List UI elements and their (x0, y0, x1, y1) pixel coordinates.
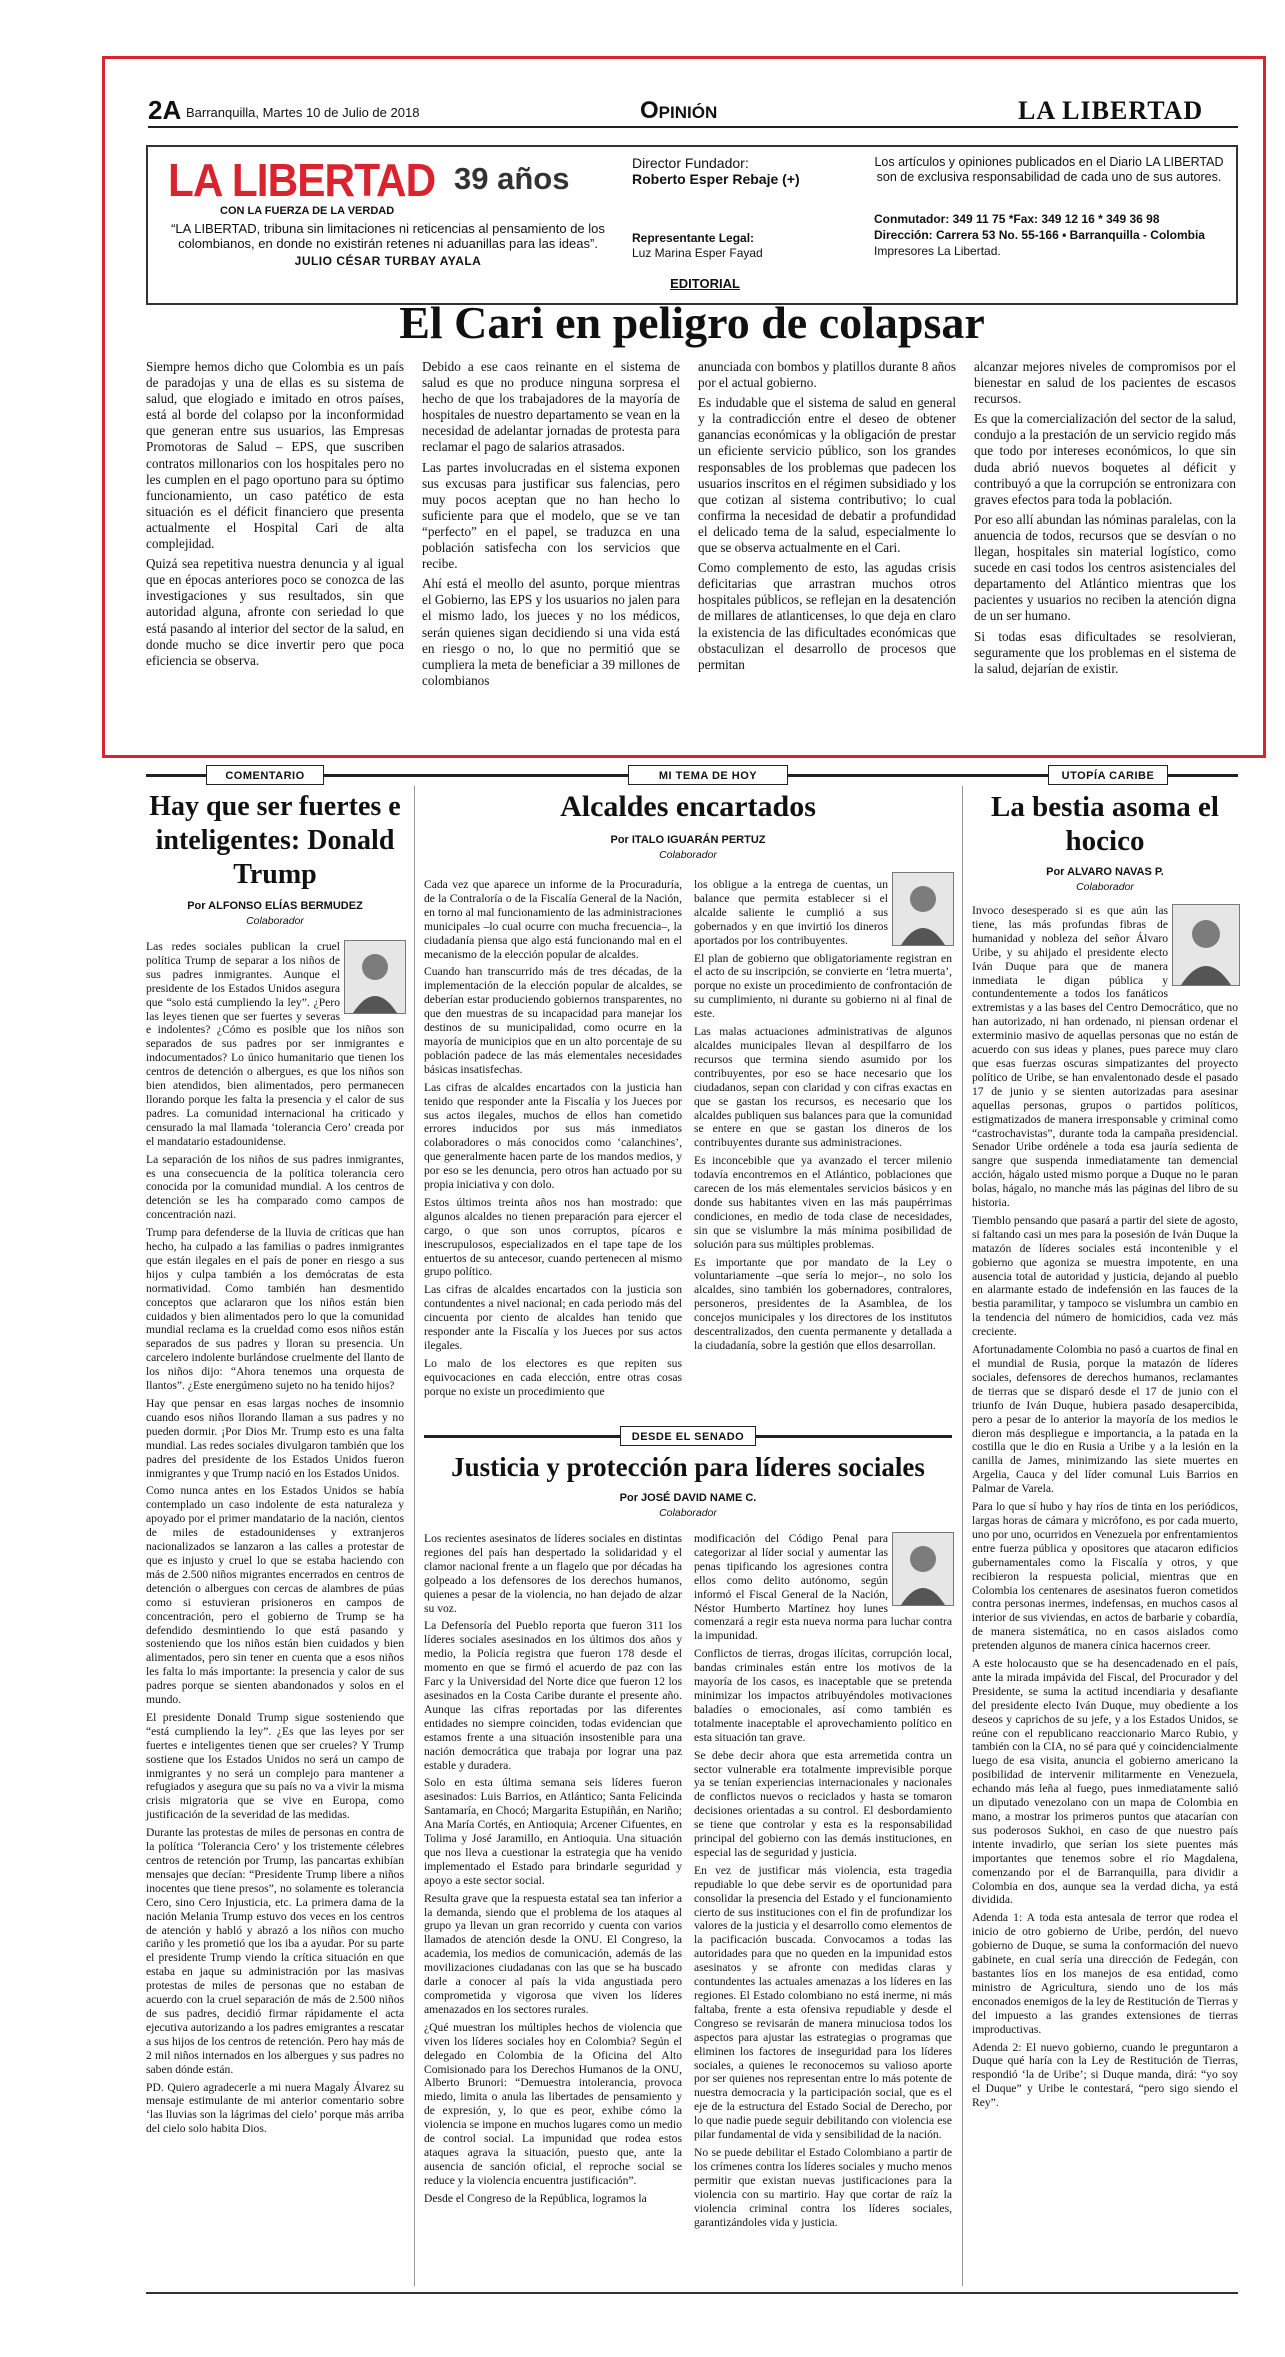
senado-paragraph: Se debe decir ahora que esta arremetida contra un sector vulnerable era totalmente imprevisible porque ya se tenían experiencias internacionales y nacionales de conflictos nuevos o reciclados y hasta se tomaron decisiones orientadas a su control. El desbordamiento se tiene que controlar y esta es la responsabilidad principal del gobierno con las demás instituciones, en especial las de seguridad y justicia. (694, 1748, 952, 1859)
masthead-quote: “LA LIBERTAD, tribuna sin limitaciones ni reticencias al pensamiento de los colombianos, en donde no existirán retenes ni aduanillas para las ideas”. (171, 221, 605, 251)
senado-paragraph: Los recientes asesinatos de líderes sociales en distintas regiones del país han despertado la solidaridad y el clamor nacional frente a un flagelo que por décadas ha golpeado a los defensores de los derechos humanos, quienes a pesar de la violencia, no han dejado de alzar su voz. (424, 1532, 682, 1615)
editorial-title: El Cari en peligro de colapsar (399, 297, 985, 348)
editorial-paragraph: Quizá sea repetitiva nuestra denuncia y al igual que en épocas anteriores poco se conozca de las investigaciones y sus resultados, sin que autoridad alguna, afronte con seriedad lo que está pasando al interior del sector de la salud, en donde mucho se dice invertir pero que poca eficiencia se observa. (146, 556, 404, 668)
bestia-role: Colaborador (1076, 881, 1134, 893)
bestia-paragraph: Invoco desesperado si es que aún las tiene, las más profundas fibras de humanidad y nobleza del señor Álvaro Uribe, y su ahijado el presidente electo Iván Duque para que de manera inmediata le digan pública y contundentemente a todos los fanáticos extremistas y a las bases del Centro Democrático, que no han autorizado, ni han ordenado, ni piensan ordenar el exterminio masivo de aquellas personas que no están de acuerdo con sus ideas y planes, pues parece muy claro que esas fuerzas oscuras simpatizantes del proyecto político de Uribe, se han envalentonado desde el pasado 17 de junio y se sienten autorizadas para asesinar aquellas personas, grupos o partidos políticos, estigmatizados de manera irresponsable y criminal como “castrochavistas”, durante toda la campaña presidencial. Senador Uribe ordénele a toda esa jauría sedienta de sangre que suspenda inmediatamente tan demencial acción, hágalo usted mismo porque a Duque no le paran bolas, hágalo, no manche más las páginas del libro de su historia. (972, 904, 1238, 1210)
alcaldes-tag: MI TEMA DE HOY (628, 765, 788, 785)
bestia-tag: UTOPÍA CARIBE (1048, 765, 1168, 785)
senado-paragraph: Resulta grave que la respuesta estatal sea tan inferior a la demanda, siendo que el problema de los ataques al grupo ya llevan un gran recorrido y cuenta con varios llamados de atención desde la ONU. El Congreso, la academia, los medios de comunicación, además de las movilizaciones ciudadanas con las que se ha buscado darle a conocer al país la vida angustiada pero comprometida y vigorosa que viven los líderes amenazados en los sectores rurales. (424, 1891, 682, 2016)
editorial-paragraph: anunciada con bombos y platillos durante 8 años por el actual gobierno. (698, 359, 956, 391)
bestia-paragraph: A este holocausto que se ha desencadenado en el país, ante la mirada impávida del Fiscal, del Procurador y del Presidente, se suma la actitud incendiaria y desafiante del presidente electo Iván Duque, muy obediente a los deseos y caprichos de su jefe, y a los Estados Unidos, se reúne con el republicano reaccionario Marco Rubio, y también con la CIA, no sé para qué y coincidencialmente luego de esa visita, anuncia el gobierno americano la posibilidad de intervenir militarmente en Venezuela, echando más leña al fuego, pues inmediatamente salió un diputado venezolano con un mapa de Colombia en mano, a mostrar los primeros puntos que atacarían con sus poderosos Sukhoi, en caso de que nuestro país intente invadirlo, que serían los siete puentes más importantes que tenemos sobre el río Magdalena, comenzando por el de Barranquilla, para dividir a Colombia en dos, aunque sea la verdad dicha, ya está dividida. (972, 1657, 1238, 1907)
senado-paragraph: No se puede debilitar el Estado Colombiano a partir de los crímenes contra los líderes sociales y mucho menos permitir que existan nuevas justificaciones para la violencia con su martirio. Hay que cortar de raíz la violencia criminal contra los líderes sociales, garantizándoles vida y justicia. (694, 2145, 952, 2229)
bestia-paragraph: Para lo que sí hubo y hay ríos de tinta en los periódicos, largas horas de cámara y micrófono, es por cada muerto, uno por uno, ocurridos en Venezuela por enfrentamientos entre fuerza pública y opositores que atacaron edificios gubernamentales como la Fiscalía y otros, y que recibieron la respuesta policial, mientras que en Colombia los centenares de asesinatos fueron cometidos contra personas inermes, indefensas, en muchos casos al interior de sus viviendas, en actos de barbarie y cobardía, de manera sistemática, no en casos aislados como pretenden algunos de manera cínica hacernos creer. (972, 1500, 1238, 1653)
senado-author: Por JOSÉ DAVID NAME C. (619, 1492, 757, 1504)
editorial-paragraph: Como complemento de esto, las agudas crisis deficitarias que arrastran muchos otros hospitales públicos, se reflejan en la desatención de millares de atlanticenses, lo que deja en claro la existencia de las dificultades económicas que obstaculizan el desarrollo de procesos que permitan (698, 560, 956, 672)
masthead-logo: LA LIBERTAD (168, 154, 436, 206)
alcaldes-paragraph: Es importante que por mandato de la Ley o voluntariamente –que sería lo mejor–, no solo los alcaldes, sino también los gobernadores, contralores, personeros, presidentes de la Asamblea, de los concejos municipales y los directores de los institutos descentralizados, den cuenta permanente y detallada a la ciudadanía, sobre la gestión que ellos desarrollan. (694, 1255, 952, 1352)
editorial-tag: EDITORIAL (670, 276, 740, 291)
comentario-paragraph: Las redes sociales publican la cruel política Trump de separar a los niños de sus padres inmigrantes. Aunque el presidente de los Estados Unidos asegura que “solo está cumpliendo la ley”. ¿Pero las leyes tienen que ser fuertes y severas e indolentes? ¿Cómo es posible que los niños son separados de sus padres por ser inmigrantes e indocumentados? Lo único humanitario que tienen los centros de detención o albergues, es que los niños son bien atendidos, bien alimentados, pero permanecen llorando porque les falta la presencia y el calor de sus padres. La comunidad internacional ha criticado y censurado la mal llamada ‘tolerancia Cero’ creada por el mandatario estadounidense. (146, 940, 404, 1148)
editorial-paragraph: Es que la comercialización del sector de la salud, condujo a la prestación de un servicio regido más que todo por intereses económicos, lo que sin duda abrió nuevos boquetes al déficit y contribuyó a que la corrupción se entronizara con graves efectos para toda la población. (974, 411, 1236, 507)
editorial-paragraph: Debido a ese caos reinante en el sistema de salud es que no produce ninguna sorpresa el hecho de que los trabajadores de la mayoría de hospitales de nuestro departamento se vean en la necesidad de adelantar jornadas de protesta para reclamar el pago de salarios atrasados. (422, 359, 680, 455)
comentario-paragraph: La separación de los niños de sus padres inmigrantes, es una consecuencia de la política tolerancia cero conocida por la comunidad mundial. A los centros de detención se les ha comparado como campos de concentración nazi. (146, 1152, 404, 1222)
senado-paragraph: La Defensoría del Pueblo reporta que fueron 311 los líderes sociales asesinados en los últimos dos años y medio, la Policía registra que fueron 178 desde el momento en que se firmó el acuerdo de paz con las Farc y la Universidad del Norte dice que fueron 12 los asesinados en la Costa Caribe durante el presente año. Aunque las cifras reportadas por las diferentes entidades no siempre coinciden, todas evidencian que estamos frente a una situación insostenible para una nación democrática que trabaja por lograr una paz estable y duradera. (424, 1619, 682, 1772)
alcaldes-paragraph: Estos últimos treinta años nos han mostrado: que algunos alcaldes no tienen preparación para ejercer el cargo, o que son unos corruptos, pícaros e inescrupulosos, especializados en el tape tape de los entuertos de su antecesor, cuando pertenecen al mismo grupo político. (424, 1195, 682, 1279)
comentario-paragraph: Hay que pensar en esas largas noches de insomnio cuando esos niños llorando llaman a sus padres y no pueden dormir. ¡Por Dios Mr. Trump esto es una falta mundial. Las redes sociales divulgaron también que los padres del presidente de los Estados Unidos fueron inmigrantes y que Trump nació en los Estados Unidos. (146, 1397, 404, 1480)
editorial-paragraph: Siempre hemos dicho que Colombia es un país de paradojas y una de ellas es su sistema de salud, que elogiado e imitado en otros países, está al borde del colapso por la inconformidad que generan entre sus usuarios, las Empresas Promotoras de Salud – EPS, que suscriben contratos millonarios con los hospitales pero no les cumplen en el pago oportuno para su óptimo funcionamiento, un caso patético de esta situación es el déficit financiero que presenta actualmente el Hospital Cari de alta complejidad. (146, 359, 404, 552)
bestia-body (972, 904, 1238, 2114)
alcaldes-paragraph: Cada vez que aparece un informe de la Procuraduría, de la Contraloría o de la Fiscalía General de la Nación, en torno al mal funcionamiento de las administraciones municipales –lo cual ocurre con mucha frecuencia–, la ciudadanía piensa que algo está funcionando mal en el mecanismo de la elección popular de alcaldes. (424, 878, 682, 961)
impresores: Impresores La Libertad. (874, 244, 1001, 258)
bestia-title: La bestia asoma el hocico (991, 791, 1219, 857)
alcaldes-col-1 (424, 878, 682, 1403)
alcaldes-paragraph: Las cifras de alcaldes encartados con la justicia han tenido que responder ante la Fiscalía y los Jueces por sus actos ilegales, muchos de ellos han cometido errores inducidos por sus más inmediatos colaboradores o más conocidos como ‘calanchines’, que generalmente hacen parte de los mandos medios, y por eso se les denuncia, pero otros han actuado por su propia iniciativa y con dolo. (424, 1080, 682, 1192)
bestia-author: Por ALVARO NAVAS P. (1046, 866, 1164, 878)
senado-role: Colaborador (659, 1507, 717, 1519)
disclaimer: Los artículos y opiniones publicados en el Diario LA LIBERTAD son de exclusiva responsabilidad de cada uno de sus autores. (874, 155, 1224, 184)
senado-paragraph: modificación del Código Penal para categorizar al líder social y aumentar las penas tipificando los agresiones contra ellos como delito autónomo, según informó el Fiscal General de la Nación, Néstor Humberto Martínez hoy lunes comenzará a regir esta nueva norma para luchar contra la impunidad. (694, 1532, 952, 1643)
place-date: Barranquilla, Martes 10 de Julio de 2018 (186, 105, 420, 120)
senado-paragraph: Solo en esta última semana seis líderes fueron asesinados: Luis Barrios, en Atlántico; Santa Felicinda Santamaría, en Chocó; Margarita Estupiñán, en Nariño; Ana María Cortés, en Antioquia; Arcener Cifuentes, en Tolima y José Jaramillo, en Antioquia. Una situación que nos lleva a cuestionar la estrategia que ha venido implementado el Estado para brindarle seguridad y apoyo a este sector social. (424, 1776, 682, 1887)
alcaldes-paragraph: Es inconcebible que ya avanzado el tercer milenio todavía encontremos en el Atlántico, poblaciones que carecen de los más elementales servicios básicos y en donde sus habitantes viven en las más paupérrimas condiciones, en medio de toda clase de necesidades, sin que se vislumbre la más mínima posibilidad de solución para sus múltiples problemas. (694, 1154, 952, 1251)
rep-label: Representante Legal: (632, 231, 755, 245)
director-label: Director Fundador: (632, 155, 749, 171)
alcaldes-role: Colaborador (659, 849, 717, 861)
senado-col-1 (424, 1532, 682, 2210)
alcaldes-paragraph: El plan de gobierno que obligatoriamente registran en el acto de su inscripción, se convierte en ‘letra muerta’, porque no existe un procedimiento de confrontación de su cumplimiento, ni durante su gobierno ni al final de este. (694, 951, 952, 1021)
senado-col-2 (694, 1532, 952, 2233)
bestia-paragraph: Afortunadamente Colombia no pasó a cuartos de final en el mundial de Rusia, porque la matazón de líderes sociales, defensores de derechos humanos, reclamantes de tierras que se disparó desde el 17 de junio con el triunfo de Iván Duque, hubiera pasado desapercibida, pero a pesar de lo anterior la mayoría de los medios le dieron más despliegue e importancia, a la patada en la costilla que le dio en Rusia a Uribe y a la lesión en la canilla de James, minimizando las siete muertes en Argelia, Cauca y del líder comunal Luis Barrios en Palmar de Varela. (972, 1343, 1238, 1496)
alcaldes-paragraph: Las malas actuaciones administrativas de algunos alcaldes municipales llevan al despilfarro de los recursos que termina siendo asumido por los contribuyentes, por eso se hace necesario que los ciudadanos, sepan con claridad y con cifras exactas en que se gastan los recursos, es necesario que los alcaldes publiquen sus balances para que la comunidad se entere en que se gastan los dineros de los contribuyentes durante sus administraciones. (694, 1025, 952, 1150)
bestia-paragraph: Adenda 2: El nuevo gobierno, cuando le preguntaron a Duque qué haría con la Ley de Restitución de Tierras, respondió ‘la de Uribe’; si Duque manda, dirá: “yo soy el Duque” y Uribe le contestará, “pero sigo siendo el Rey”. (972, 2040, 1238, 2110)
bestia-paragraph: Tiemblo pensando que pasará a partir del siete de agosto, si faltando casi un mes para la posesión de Iván Duque la matazón de líderes sociales está incontenible y el gobierno que agoniza se muestra impotente, en una ausencia total de autoridad y justicia, dejando al pueblo en alarmante estado de indefensión en las fauces de la bestia paramilitar, y tampoco se vislumbra un cambio en la tendencia del número de homicidios, cada vez más creciente. (972, 1213, 1238, 1339)
editorial-paragraph: Las partes involucradas en el sistema exponen sus excusas para justificar sus falencias, pero muy pocos aceptan que no han hecho lo suficiente para que el modelo, que se ve tan “perfecto” en el papel, se traduzca en una población satisfecha con los servicios que recibe. (422, 459, 680, 572)
masthead-tagline: CON LA FUERZA DE LA VERDAD (220, 205, 395, 217)
senado-tag: DESDE EL SENADO (620, 1426, 756, 1446)
director-name: Roberto Esper Rebaje (+) (632, 171, 800, 187)
paper-name: LA LIBERTAD (1018, 96, 1204, 125)
comentario-paragraph: Durante las protestas de miles de personas en contra de la política ‘Tolerancia Cero’ y los tristemente célebres centros de retención por Trump, las pancartas exhibían mensajes que decían: “Presidente Trump libere a niños inocentes que tiene presos”, no solamente es tolerancia Cero, sino Cero Injusticia, etc. La primera dama de la nación Melania Trump estuvo dos veces en los centros de atención y habló y abrazó a los niños con mucho cariño y les prometió que los iba a ayudar. Por su parte el presidente Trump viendo la crítica situación en que estaba en jaque su administración por las masivas protestas de miles de personas que no estaban de acuerdo con la cruel separación de más de 2.500 niños de sus padres, decidió firmar rápidamente el acta ejecutiva autorizando a los padres emigrantes a rescatar a sus hijos de los centros de retención. Pero hay más de 2 mil niños internados en los albergues y sus padres no saben dónde están. (146, 1826, 404, 2076)
comentario-body (146, 940, 404, 2140)
alcaldes-paragraph: Cuando han transcurrido más de tres décadas, de la implementación de la elección popular de alcaldes, se deberían estar produciendo gobiernos transparentes, no que den muestras de su incapacidad para manejar los destinos de su municipalidad, como ocurre en la mayoría de municipios que en un alto porcentaje de su población padece de las más elementales necesidades básicas insatisfechas. (424, 965, 682, 1076)
senado-paragraph: Conflictos de tierras, drogas ilícitas, corrupción local, bandas criminales están entre los motivos de la mayoría de los casos, es inaceptable que se pretenda minimizar los impactos atribuyéndoles motivaciones baladíes o emocionales, así como también es totalmente inaceptable el aprovechamiento político en esta situación tan grave. (694, 1647, 952, 1744)
alcaldes-title: Alcaldes encartados (560, 790, 816, 823)
page-number: 2A (148, 95, 182, 125)
alcaldes-paragraph: Lo malo de los electores es que repiten sus equivocaciones en cada elección, entre otras cosas porque no existe un procedimiento que (424, 1356, 682, 1398)
rep-name: Luz Marina Esper Fayad (632, 246, 763, 260)
comentario-paragraph: El presidente Donald Trump sigue sosteniendo que “está cumpliendo la ley”. ¿Es que las leyes por ser fuertes e inteligentes tienen que ser crueles? Y Trump sostiene que los Estados Unidos no será un campo de inmigrantes y no será un complejo para mantener a refugiados y asegura que su país no va a vivir la misma crisis migratoria que se vive en Europa, como justificación de la severidad de las medidas. (146, 1710, 404, 1822)
senado-paragraph: ¿Qué muestran los múltiples hechos de violencia que viven los líderes sociales hoy en Colombia? Según el delegado en Colombia de la Oficina del Alto Comisionado para los Derechos Humanos de la ONU, Alberto Brunori: “Demuestra intolerancia, provoca miedo, limita o anula las libertades de pensamiento y de expresión, y, lo que es peor, exhibe cómo la violencia se impone en muchos lugares como un medio de control social. La impunidad que rodea estos ataques agrava la situación, puesto que, ante la ausencia de sanción oficial, el reproche social se reduce y la violencia encuentra justificación”. (424, 2020, 682, 2187)
masthead-years: 39 años (454, 161, 570, 196)
senado-title: Justicia y protección para líderes sociales (451, 1452, 925, 1482)
masthead-quote-author: JULIO CÉSAR TURBAY AYALA (294, 254, 482, 268)
editorial-highlight-box (102, 56, 1266, 758)
senado-paragraph: En vez de justificar más violencia, esta tragedia repudiable lo que debe servir es de oportunidad para consolidar la presencia del Estado y el funcionamiento cierto de sus instituciones con el fin de profundizar los valores de la justicia y el desarrollo como elementos de la pacificación buscada. Convocamos a todas las autoridades para que no queden en la impunidad estos asesinatos y se afronte con medidas claras y contundentes las actuales amenazas a los líderes en las regiones. El Estado colombiano no está inerme, ni más faltaba, frente a esta ofensiva repudiable y desde el Congreso se revisarán de manera minuciosa todos los aspectos para ajustar las estrategias o programas que eliminen los factores de inseguridad para los líderes sociales, a quienes le reconocemos su valioso aporte por ser quienes nos representan entre lo más potente de nuestra democracia y la participación social, que es el eje de la estructura del Estado Social de Derecho, por lo que nadie puede seguir debilitando con violencia ese pilar fundamental de vida y sensibilidad de la nación. (694, 1863, 952, 2142)
comentario-paragraph: Como nunca antes en los Estados Unidos se había contemplado un caso indolente de esta naturaleza y apoyado por el primer mandatario de la nación, cientos de miles de estadounidenses y extranjeros nacionalizados se lanzaron a las calles a protestar de que es injusto y cruel lo que se estaba haciendo con más de 2.500 niños migrantes encerrados en centros de detención o albergues con cercas de alambres de púas como si estuvieran prisioneros en campos de concentración, pero el gobierno de Trump se ha defendido desmintiendo lo que está pasando y sosteniendo que los niños están bien cuidados y bien alimentados, pero sin tener en cuenta que a esos niños les falta lo más importante: la presencia y calor de sus padres porque se sienten abandonados y solos en el mundo. (146, 1484, 404, 1707)
alcaldes-author: Por ITALO IGUARÁN PERTUZ (610, 834, 766, 846)
bestia-paragraph: Adenda 1: A toda esta antesala de terror que rodea el inicio de otro gobierno de Uribe, perdón, del nuevo gobierno de Duque, se suma la conformación del nuevo gabinete, en cual sería una dirección de Fedegán, con bastantes líos en los manejos de esa entidad, como ministro de Agricultura, siendo uno de los más enconados enemigos de la ley de Restitución de Tierras y del impuesto a las grandes extensiones de tierras improductivas. (972, 1911, 1238, 2036)
column-divider (414, 786, 415, 2286)
alcaldes-paragraph: Las cifras de alcaldes encartados con la justicia son contundentes a nivel nacional; en cada periodo más del cincuenta por ciento de alcaldes han tenido que responder ante la Fiscalía y los Jueces por sus actos ilegales. (424, 1283, 682, 1352)
senado-paragraph: Desde el Congreso de la República, logramos la (424, 2191, 647, 2205)
editorial-paragraph: Ahí está el meollo del asunto, porque mientras el Gobierno, las EPS y los usuarios no jalen para el mismo lado, los jueces y no los médicos, serán quienes sigan decidiendo si una vida está en riesgo o no, lo que no permitió que se cumpliera la meta de beneficiar a 39 millones de colombianos (422, 576, 680, 688)
column-divider (962, 786, 963, 2286)
editorial-paragraph: alcanzar mejores niveles de compromisos por el bienestar en salud de los pacientes de escasos recursos. (974, 359, 1236, 407)
comentario-paragraph: PD. Quiero agradecerle a mi nuera Magaly Álvarez su mensaje estimulante de mi anterior comentario sobre ‘las lluvias son la lágrimas del cielo’ porque más arriba del cielo solo habita Dios. (146, 2080, 404, 2136)
comentario-author: Por ALFONSO ELÍAS BERMUDEZ (187, 900, 363, 912)
comentario-paragraph: Trump para defenderse de la lluvia de críticas que han hecho, ha culpado a las familias o padres inmigrantes que están ilegales en el país de poner en riesgo a sus hijos y culpa también a los demócratas de esta normatividad. Como también han desmentido conceptos que aclararon que los niños están bien cuidados y bien alimentados pero lo que la comunidad mundial reclama es la crueldad como esos niños están separados de sus padres y lloran su presencia. Un carcelero indolente burlándose cruelmente del llanto de los niños dijo: “Ahora tenemos una orquesta de llantos”. ¿Este energúmeno sujeto no ha tenido hijos? (146, 1226, 404, 1393)
editorial-paragraph: Es indudable que el sistema de salud en general y la contradicción entre el deseo de obtener ganancias económicas y la obligación de prestar un eficiente servicio público, son los grandes responsables de los problemas que padecen los usuarios inscritos en el régimen subsidiado y los que cotizan al sistema contributivo; lo cual confirma la necesidad de debatir a profundidad el delicado tema de la salud, especialmente lo que se observa actualmente en el Cari. (698, 395, 956, 556)
comentario-role: Colaborador (246, 915, 304, 927)
page-bottom-rule (146, 2292, 1238, 2294)
direccion: Dirección: Carrera 53 No. 55-166 • Barranquilla - Colombia (874, 228, 1205, 242)
alcaldes-col-2 (694, 878, 952, 1357)
editorial-paragraph: Por eso allí abundan las nóminas paralelas, con la anuencia de todos, recursos que se desvían o no llegan, hospitales sin material logístico, como sucede en casi todos los centros asistenciales del departamento del Atlántico mientras que los pacientes y usuarios no reciben la atención digna de un ser humano. (974, 511, 1236, 624)
editorial-paragraph: Si todas esas dificultades se resolvieran, seguramente que los problemas en el sistema de la salud, dejarían de existir. (974, 628, 1236, 676)
conmutador: Conmutador: 349 11 75 *Fax: 349 12 16 * 349 36 98 (874, 212, 1160, 226)
comentario-title: Hay que ser fuertes e inteligentes: Donald Trump (149, 791, 401, 890)
alcaldes-paragraph: los obligue a la entrega de cuentas, un balance que permita establecer si el alcalde saliente le cumplió a sus gobernados y en que invirtió los dineros aportados por los contribuyentes. (694, 878, 888, 947)
comentario-tag: COMENTARIO (206, 765, 324, 785)
section-title: Opinión (640, 97, 718, 124)
